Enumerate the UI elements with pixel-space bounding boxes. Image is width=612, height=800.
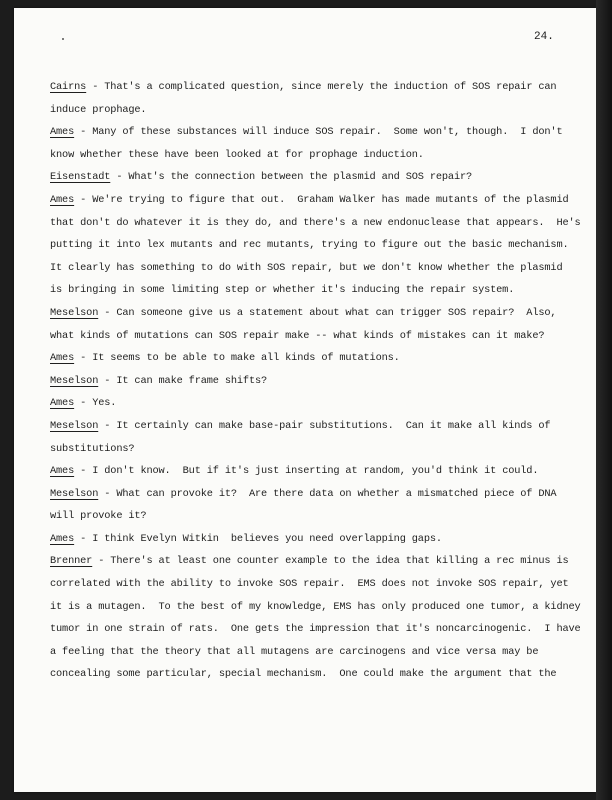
- transcript-line: [50, 618, 581, 641]
- transcript-line: [50, 438, 570, 461]
- transcript-line: [50, 370, 570, 393]
- transcript-line: [50, 302, 570, 325]
- transcript-line: [50, 234, 570, 257]
- transcript-line: [50, 415, 570, 438]
- line-text: - It seems to be able to make all kinds of mutations.: [74, 352, 400, 365]
- speaker-name: Eisenstadt: [50, 171, 111, 184]
- line-text: concealing some particular, special mechanism. One could make the argument that the: [50, 668, 557, 681]
- line-text: - That's a complicated question, since merely the induction of SOS repair can: [86, 81, 557, 93]
- line-text: - What can provoke it? Are there data on whether a mismatched piece of DNA: [98, 487, 557, 500]
- line-text: induce prophage.: [50, 103, 147, 116]
- transcript-line: [50, 166, 570, 189]
- speaker-name: Cairns: [50, 81, 87, 93]
- transcript-line: [50, 212, 581, 235]
- transcript-line: [50, 121, 570, 144]
- transcript-line: [50, 325, 570, 348]
- line-text: - We're trying to figure that out. Graham Walker has made mutants of the plasmid: [74, 193, 569, 206]
- transcript-line: [50, 505, 570, 528]
- transcript-line: [50, 483, 570, 506]
- line-text: it is a mutagen. To the best of my knowledge, EMS has only produced one tumor, a kidney: [50, 600, 581, 613]
- transcript-line: [50, 596, 581, 619]
- transcript-line: [50, 641, 570, 664]
- speaker-name: Brenner: [50, 555, 93, 568]
- transcript-line: [50, 392, 570, 415]
- transcript-line: [50, 528, 570, 551]
- line-text: tumor in one strain of rats. One gets the impression that it's noncarcinogenic. I have: [50, 623, 581, 636]
- line-text: correlated with the ability to invoke SOS repair. EMS does not invoke SOS repair, yet: [50, 578, 569, 591]
- transcript-line: [50, 279, 570, 302]
- line-text: substitutions?: [50, 442, 135, 455]
- line-text: know whether these have been looked at for prophage induction.: [50, 148, 424, 161]
- speaker-name: Ames: [50, 397, 75, 410]
- line-text: putting it into lex mutants and rec mutants, trying to figure out the basic mechanism.: [50, 239, 569, 252]
- line-text: - Yes.: [74, 397, 117, 410]
- line-text: - What's the connection between the plasmid and SOS repair?: [110, 171, 473, 184]
- transcript-line: [50, 573, 570, 596]
- transcript-line: [50, 144, 570, 167]
- line-text: a feeling that the theory that all mutagens are carcinogens and vice versa may be: [50, 645, 539, 658]
- speaker-name: Meselson: [50, 487, 99, 500]
- line-text: will provoke it?: [50, 510, 147, 523]
- line-text: - Can someone give us a statement about what can trigger SOS repair? Also,: [98, 306, 557, 319]
- transcript-line: [50, 347, 570, 370]
- transcript-line: [50, 257, 570, 280]
- speaker-name: Ames: [50, 532, 75, 545]
- line-text: - I think Evelyn Witkin believes you need overlapping gaps.: [74, 532, 442, 545]
- speaker-name: Ames: [50, 352, 75, 365]
- transcript-body: [50, 76, 581, 686]
- transcript-line: [50, 189, 570, 212]
- speaker-name: Ames: [50, 126, 75, 139]
- speaker-name: Meselson: [50, 419, 99, 432]
- page-number: 24.: [534, 31, 554, 43]
- line-text: that don't do whatever it is they do, and there's a new endonuclease that appears. He's: [50, 216, 581, 229]
- speaker-name: Ames: [50, 193, 75, 206]
- line-text: - It can make frame shifts?: [98, 374, 268, 387]
- page-mark: [62, 38, 64, 40]
- transcript-line: [50, 550, 570, 573]
- line-text: - Many of these substances will induce SOS repair. Some won't, though. I don't: [74, 126, 563, 139]
- line-text: what kinds of mutations can SOS repair make -- what kinds of mistakes can it make?: [50, 329, 545, 342]
- scan-border: [596, 0, 612, 800]
- line-text: - It certainly can make base-pair substitutions. Can it make all kinds of: [98, 419, 551, 432]
- line-text: is bringing in some limiting step or whether it's inducing the repair system.: [50, 284, 515, 297]
- line-text: It clearly has something to do with SOS repair, but we don't know whether the plasmid: [50, 261, 563, 274]
- transcript-line: [50, 663, 570, 686]
- transcript-line: [50, 99, 570, 122]
- line-text: - I don't know. But if it's just inserting at random, you'd think it could.: [74, 465, 539, 478]
- transcript-line: [50, 76, 570, 99]
- speaker-name: Ames: [50, 465, 75, 478]
- speaker-name: Meselson: [50, 374, 99, 387]
- transcript-line: [50, 460, 570, 483]
- speaker-name: Meselson: [50, 306, 99, 319]
- line-text: - There's at least one counter example to the idea that killing a rec minus is: [92, 555, 569, 568]
- document-page: [14, 8, 596, 792]
